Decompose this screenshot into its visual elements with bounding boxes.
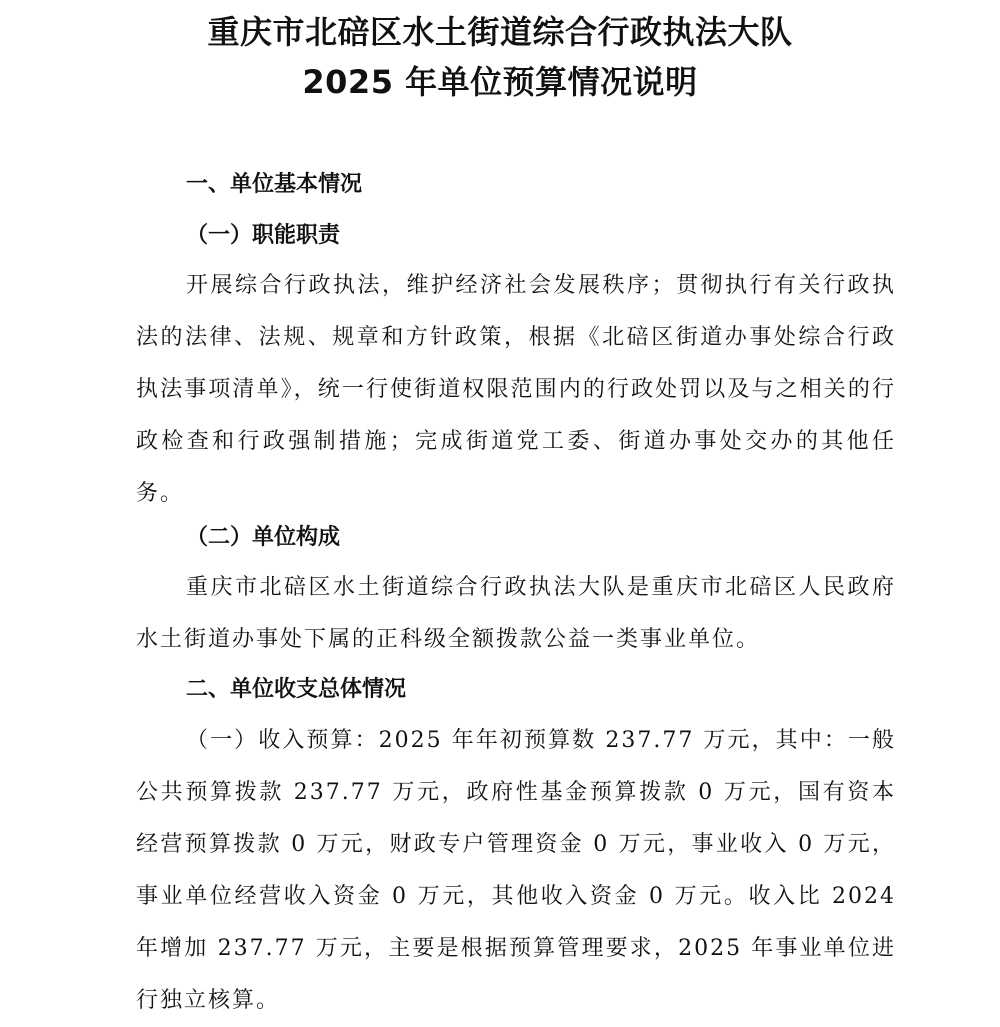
paragraph-structure: 重庆市北碚区水土街道综合行政执法大队是重庆市北碚区人民政府水土街道办事处下属的正科级全额拨款公益一类事业单位。	[136, 575, 896, 652]
paragraph-income-budget: （一）收入预算：2025 年年初预算数 237.77 万元，其中：一般公共预算拨款 237.77 万元，政府性基金预算拨款 0 万元，国有资本经营预算拨款 0 万元，财政专户管理资金 0 万元，事业收入 0 万元，事业单位经营收入资金 0 万元，其他收入资金 0 万元。收入比 2024 年增加 237.77 万元，主要是根据预算管理要求，2025 年事业单位进行独立核算。	[136, 728, 896, 1013]
document-title-line-1: 重庆市北碚区水土街道综合行政执法大队	[207, 13, 793, 51]
document-title-line-2: 2025 年单位预算情况说明	[302, 63, 698, 101]
subsection-heading-functions: （一）职能职责	[186, 222, 341, 248]
paragraph-functions: 开展综合行政执法，维护经济社会发展秩序；贯彻执行有关行政执法的法律、法规、规章和方针政策，根据《北碚区街道办事处综合行政执法事项清单》，统一行使街道权限范围内的行政处罚以及与之相关的行政检查和行政强制措施；完成街道党工委、街道办事处交办的其他任务。	[136, 273, 896, 506]
section-heading-basic-info: 一、单位基本情况	[186, 172, 363, 197]
section-heading-income-expenditure: 二、单位收支总体情况	[186, 677, 407, 702]
subsection-heading-structure: （二）单位构成	[186, 524, 341, 550]
